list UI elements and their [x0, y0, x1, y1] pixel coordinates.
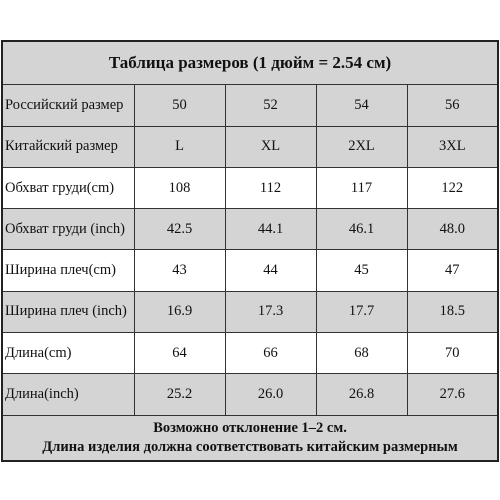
- table-cell: 2XL: [316, 126, 407, 167]
- row-label: Обхват груди(cm): [2, 167, 134, 208]
- table-cell: 16.9: [134, 291, 225, 332]
- table-cell: 48.0: [407, 209, 498, 250]
- table-cell: 17.7: [316, 291, 407, 332]
- size-chart-body: [2, 41, 498, 461]
- row-label: Длина(cm): [2, 333, 134, 374]
- table-cell: 108: [134, 167, 225, 208]
- table-cell: 50: [134, 85, 225, 126]
- table-cell: 47: [407, 250, 498, 291]
- table-row: [2, 167, 498, 208]
- table-cell: 117: [316, 167, 407, 208]
- table-row: [2, 209, 498, 250]
- table-cell: L: [134, 126, 225, 167]
- table-cell: 3XL: [407, 126, 498, 167]
- table-cell: 43: [134, 250, 225, 291]
- table-cell: 44.1: [225, 209, 316, 250]
- footer-note-tolerance: Возможно отклонение 1–2 см.: [153, 419, 347, 436]
- table-cell: 27.6: [407, 374, 498, 415]
- table-row: [2, 291, 498, 332]
- row-label: Российский размер: [2, 85, 134, 126]
- table-cell: 52: [225, 85, 316, 126]
- footer-row: [2, 415, 498, 461]
- row-label: Ширина плеч(cm): [2, 250, 134, 291]
- row-label: Китайский размер: [2, 126, 134, 167]
- table-cell: 66: [225, 333, 316, 374]
- title-row: [2, 41, 498, 85]
- table-cell: 122: [407, 167, 498, 208]
- table-row: [2, 126, 498, 167]
- table-cell: 18.5: [407, 291, 498, 332]
- table-cell: 54: [316, 85, 407, 126]
- table-cell: 17.3: [225, 291, 316, 332]
- table-cell: 26.0: [225, 374, 316, 415]
- size-chart-table: [1, 40, 499, 462]
- table-cell: 44: [225, 250, 316, 291]
- table-cell: 46.1: [316, 209, 407, 250]
- table-cell: 68: [316, 333, 407, 374]
- table-cell: 25.2: [134, 374, 225, 415]
- table-row: [2, 333, 498, 374]
- table-cell: 26.8: [316, 374, 407, 415]
- table-cell: 45: [316, 250, 407, 291]
- table-title: Таблица размеров (1 дюйм = 2.54 см): [2, 41, 498, 85]
- row-label: Ширина плеч (inch): [2, 291, 134, 332]
- table-footer: [2, 415, 498, 461]
- table-cell: 112: [225, 167, 316, 208]
- table-cell: 56: [407, 85, 498, 126]
- table-cell: 42.5: [134, 209, 225, 250]
- table-cell: 64: [134, 333, 225, 374]
- table-row: [2, 85, 498, 126]
- table-row: [2, 250, 498, 291]
- table-row: [2, 374, 498, 415]
- row-label: Обхват груди (inch): [2, 209, 134, 250]
- footer-note-sizing: Длина изделия должна соответствовать китайским размерным: [42, 438, 458, 455]
- row-label: Длина(inch): [2, 374, 134, 415]
- table-cell: XL: [225, 126, 316, 167]
- table-cell: 70: [407, 333, 498, 374]
